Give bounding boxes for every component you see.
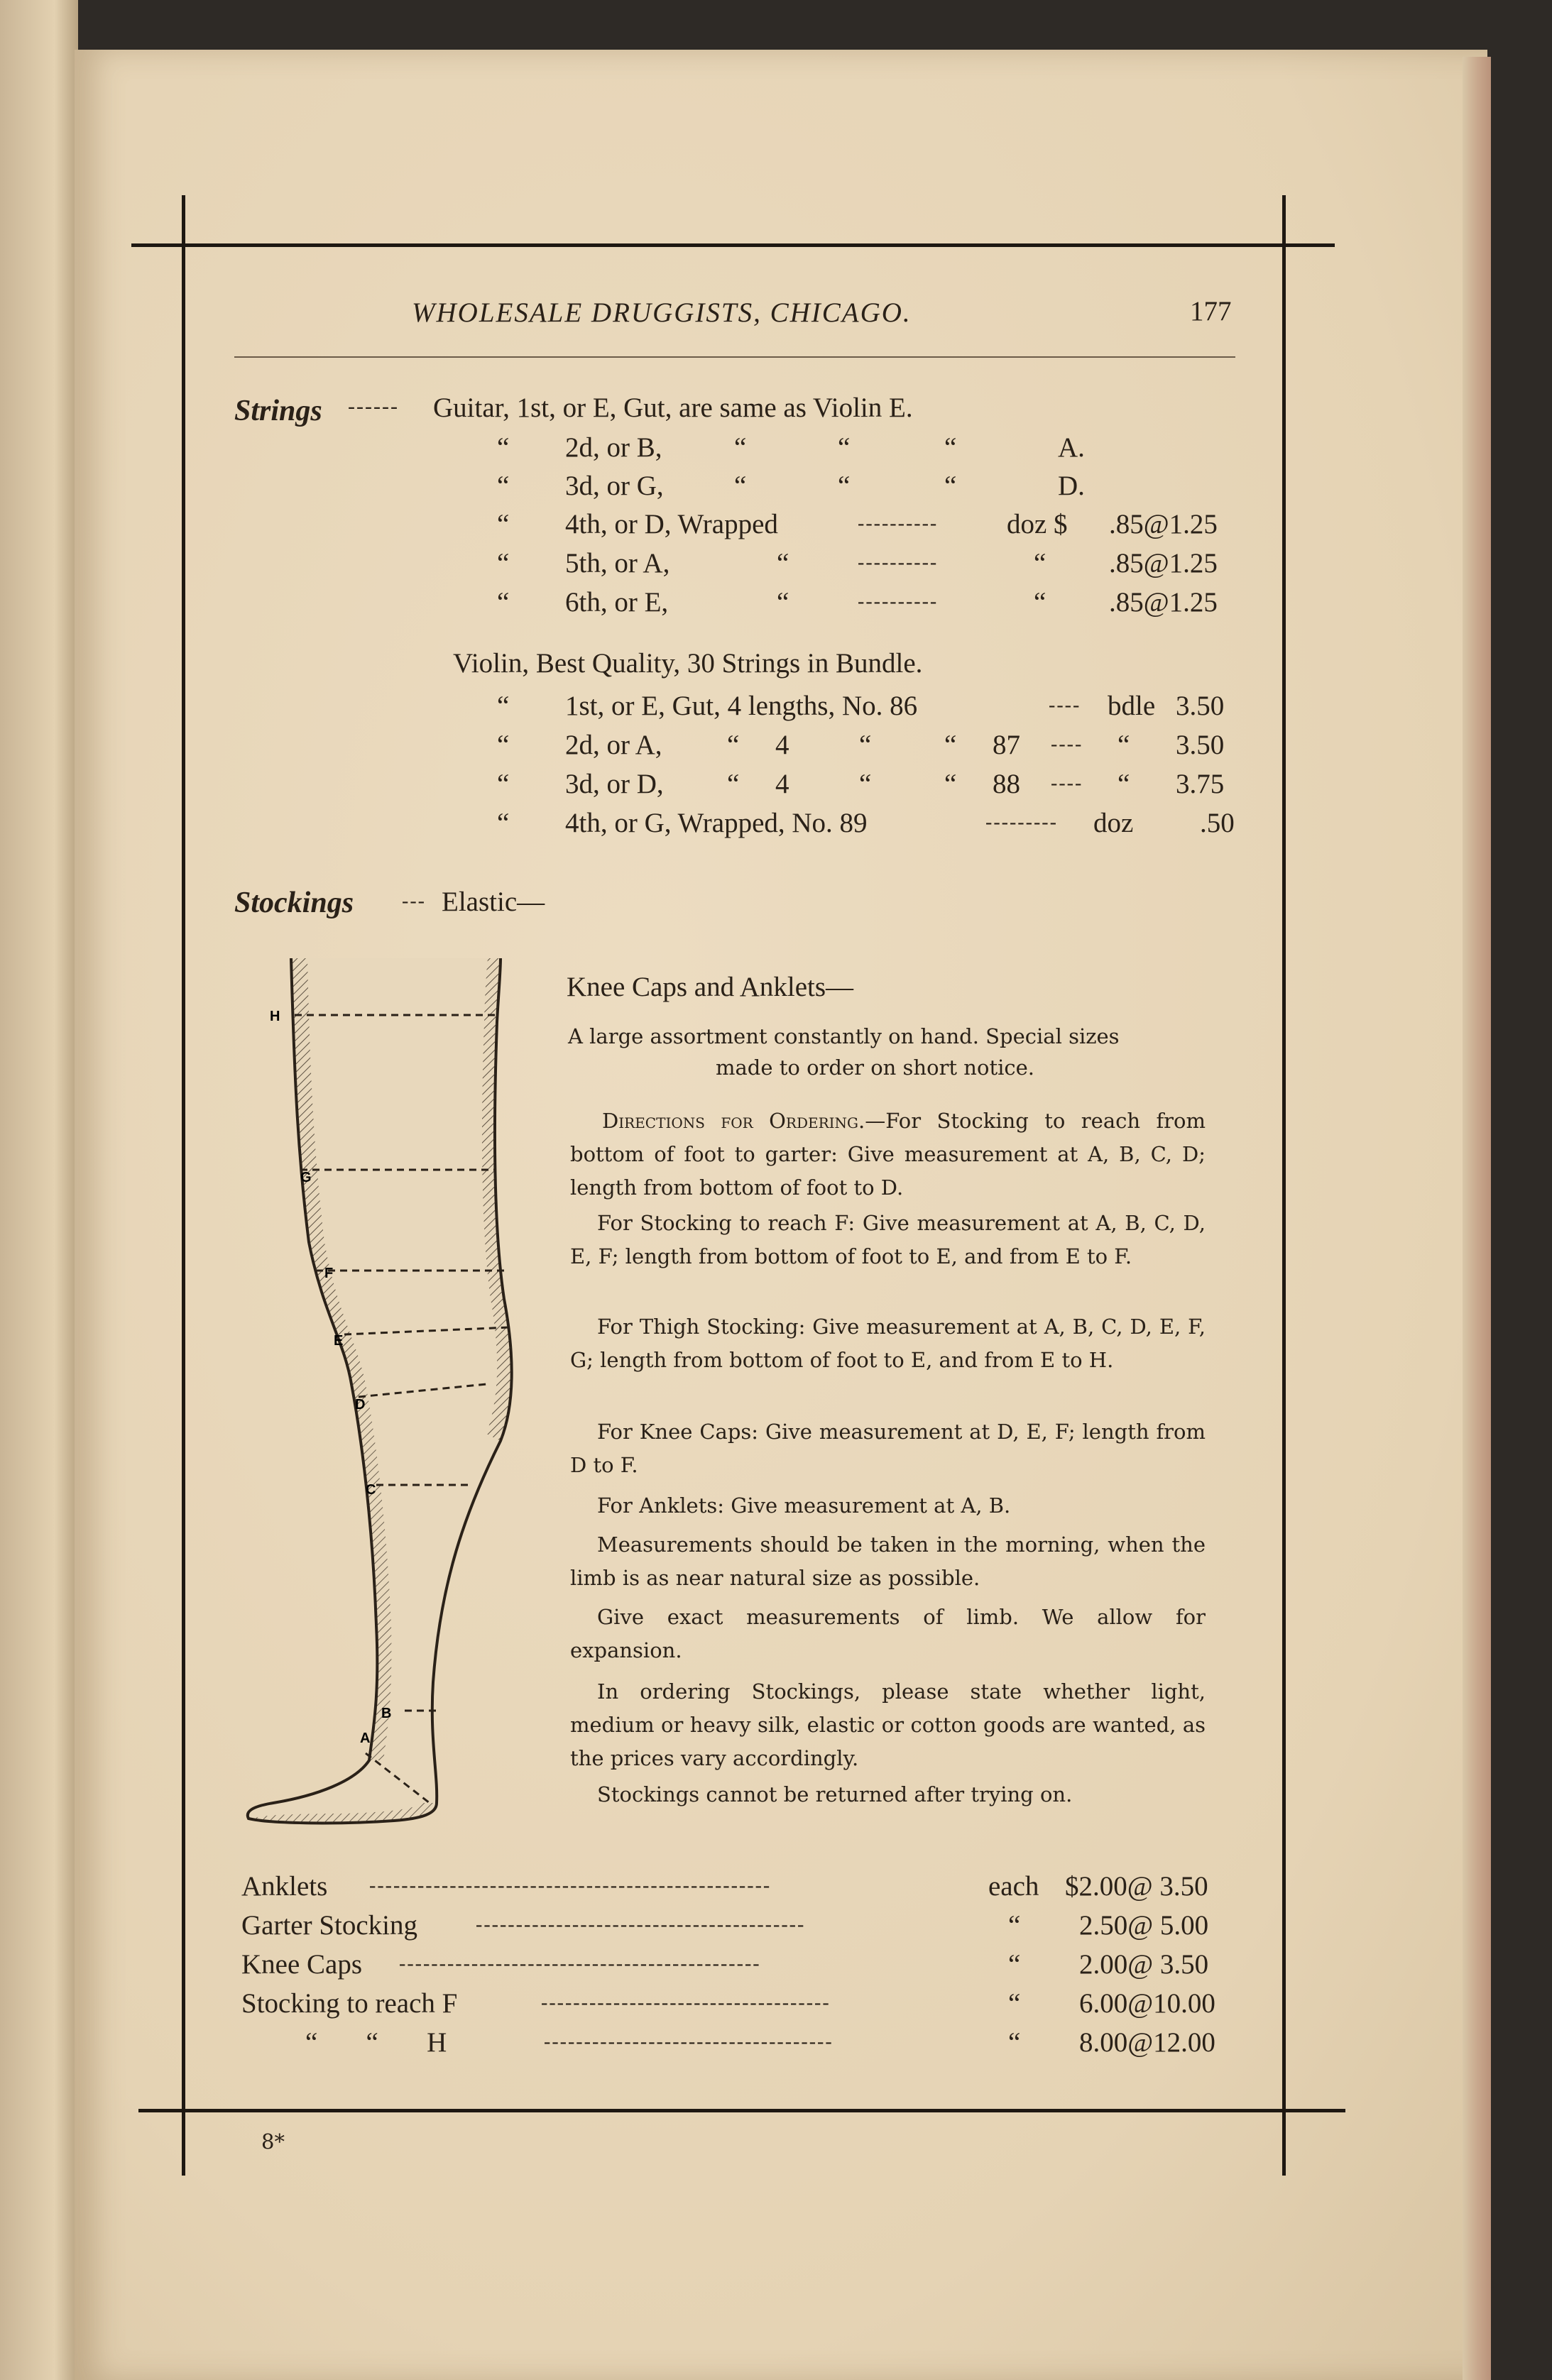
string-note: D.: [1058, 471, 1085, 501]
price-row-name: Stocking to reach F: [241, 1988, 458, 2019]
violin-title: Violin, Best Quality, 30 Strings in Bundle.: [453, 648, 923, 679]
instruction-measure-morning: Measurements should be taken in the morning, when the limb is as near natural size as possible.: [570, 1532, 1206, 1590]
ditto-mark: “: [734, 432, 747, 463]
instruction-no-returns: Stockings cannot be returned after trying on.: [597, 1782, 1073, 1806]
unit: “: [1034, 587, 1046, 618]
price: .85@1.25: [1109, 587, 1218, 618]
directions-text: —For Stocking to reach from bottom of foot to garter: Give measurement at A, B, C, D; length from bottom of foot to D.: [570, 1109, 1206, 1200]
instruction-knee-caps: For Knee Caps: Give measurement at D, E, F; length from D to F.: [570, 1420, 1206, 1477]
leader-dots: --------------------------------------------------: [369, 1875, 772, 1897]
strings-row-guitar-e: Guitar, 1st, or E, Gut, are same as Violin E.: [433, 393, 913, 423]
price: 3.75: [1176, 769, 1225, 799]
previous-page-edge: [0, 0, 78, 2380]
unit: bdle: [1108, 691, 1156, 721]
running-title: WHOLESALE DRUGGISTS, CHICAGO.: [412, 297, 912, 328]
leader-dots: ----: [1051, 733, 1083, 755]
leg-label-d: D: [355, 1397, 366, 1413]
ditto-mark: “: [497, 808, 510, 838]
strings-row-e: 6th, or E,: [565, 587, 669, 618]
ditto-mark: “: [727, 730, 740, 760]
unit: “: [1034, 548, 1046, 578]
strings-row-b: 2d, or B,: [565, 432, 662, 463]
header-rule: [234, 356, 1235, 358]
instruction-reach-f: For Stocking to reach F: Give measurement at A, B, C, D, E, F; length from bottom of foot to E, and from E to F.: [570, 1211, 1206, 1268]
strings-row-d-wrapped: 4th, or D, Wrapped: [565, 509, 778, 539]
leader-dots: ----------: [858, 591, 939, 613]
ditto-mark: “: [944, 730, 957, 760]
leg-label-c: C: [366, 1482, 376, 1498]
directions-paragraph: [570, 1104, 1206, 1205]
length-count: 4: [775, 769, 789, 799]
price-row-price: $2.00@ 3.50: [1065, 1871, 1208, 1902]
ditto-mark: “: [777, 548, 789, 578]
item-number: 87: [993, 730, 1020, 760]
leader-dots: ---------: [985, 811, 1058, 833]
unit: “: [1117, 769, 1130, 799]
instruction-anklets: For Anklets: Give measurement at A, B.: [597, 1493, 1011, 1518]
price-row-unit: “: [1008, 1910, 1021, 1941]
stockings-leader: ---: [402, 890, 426, 912]
unit: doz $: [1007, 509, 1068, 539]
ditto-mark: “: [497, 730, 510, 760]
strings-row-g: 3d, or G,: [565, 471, 664, 501]
leg-label-a: A: [360, 1731, 371, 1746]
price-row-name: “ “ H: [305, 2027, 447, 2058]
price-row-unit: each: [988, 1871, 1039, 1902]
unit: doz: [1093, 808, 1134, 838]
price-row-unit: “: [1008, 2027, 1021, 2058]
leader-dots: ----------: [858, 552, 939, 574]
price: .50: [1200, 808, 1235, 838]
price-row-price: 8.00@12.00: [1079, 2027, 1215, 2058]
ditto-mark: “: [838, 432, 851, 463]
leader-dots: ------------------------------------: [541, 1992, 831, 2014]
stockings-subtitle: Elastic—: [442, 887, 545, 917]
price-row-name: Anklets: [241, 1871, 328, 1902]
page-number: 177: [1190, 296, 1232, 327]
strings-row-a: 5th, or A,: [565, 548, 670, 578]
instruction-thigh: For Thigh Stocking: Give measurement at A, B, C, D, E, F, G; length from bottom of foot to E, and from E to H.: [570, 1315, 1206, 1372]
violin-row-4: 4th, or G, Wrapped, No. 89: [565, 808, 868, 838]
violin-row-3: 3d, or D,: [565, 769, 664, 799]
string-note: A.: [1058, 432, 1085, 463]
knee-caps-title: Knee Caps and Anklets—: [567, 972, 854, 1002]
ditto-mark: “: [497, 769, 510, 799]
ditto-mark: “: [497, 509, 510, 539]
leader-dots: ---------------------------------------------: [399, 1953, 761, 1975]
leader-dots: ------------------------------------: [544, 2031, 834, 2053]
leg-measurement-illustration: [231, 944, 529, 1860]
leader-dots: ----: [1051, 772, 1083, 794]
ditto-mark: “: [734, 471, 747, 501]
price: .85@1.25: [1109, 548, 1218, 578]
signature-mark: 8*: [261, 2129, 285, 2154]
strings-label: Strings: [234, 395, 322, 427]
price-row-price: 2.00@ 3.50: [1079, 1949, 1209, 1980]
ditto-mark: “: [497, 432, 510, 463]
unit: “: [1117, 730, 1130, 760]
price-row-name: Knee Caps: [241, 1949, 363, 1980]
ditto-mark: “: [859, 730, 872, 760]
ditto-mark: “: [859, 769, 872, 799]
ditto-mark: “: [944, 769, 957, 799]
price-row-name: Garter Stocking: [241, 1910, 418, 1941]
instruction-expansion: Give exact measurements of limb. We allow for expansion.: [570, 1605, 1206, 1662]
length-count: 4: [775, 730, 789, 760]
ditto-mark: “: [777, 587, 789, 618]
leader-dots: ----------: [858, 512, 939, 534]
price: 3.50: [1176, 730, 1225, 760]
instruction-material: In ordering Stockings, please state whether light, medium or heavy silk, elastic or cotton goods are wanted, as the prices vary accordingly.: [570, 1679, 1206, 1770]
assortment-line-2: made to order on short notice.: [716, 1055, 1034, 1080]
directions-heading: Directions for Ordering.: [602, 1109, 865, 1133]
frame-right-rule: [1282, 195, 1286, 2176]
ditto-mark: “: [497, 471, 510, 501]
assortment-line-1: A large assortment constantly on hand. Special sizes: [568, 1024, 1120, 1048]
price: 3.50: [1176, 691, 1225, 721]
price-row-unit: “: [1008, 1949, 1021, 1980]
frame-left-rule: [182, 195, 185, 2176]
leg-label-e: E: [334, 1333, 344, 1349]
frame-top-rule: [131, 243, 1335, 247]
ditto-mark: “: [497, 548, 510, 578]
ditto-mark: “: [727, 769, 740, 799]
leg-label-f: F: [324, 1266, 334, 1281]
ditto-mark: “: [944, 471, 957, 501]
ditto-mark: “: [944, 432, 957, 463]
violin-row-2: 2d, or A,: [565, 730, 662, 760]
frame-bottom-rule: [138, 2109, 1345, 2112]
strings-leader: ------: [348, 395, 399, 418]
price-row-unit: “: [1008, 1988, 1021, 2019]
page-fore-edge: [1463, 57, 1491, 2380]
leg-label-h: H: [270, 1009, 280, 1024]
ditto-mark: “: [497, 691, 510, 721]
price: .85@1.25: [1109, 509, 1218, 539]
violin-row-1: 1st, or E, Gut, 4 lengths, No. 86: [565, 691, 918, 721]
leg-label-g: G: [300, 1170, 312, 1185]
leader-dots: -----------------------------------------: [476, 1914, 806, 1936]
ditto-mark: “: [497, 587, 510, 618]
item-number: 88: [993, 769, 1020, 799]
price-row-price: 2.50@ 5.00: [1079, 1910, 1209, 1941]
stockings-label: Stockings: [234, 887, 354, 919]
leg-label-b: B: [381, 1706, 392, 1721]
leader-dots: ----: [1049, 694, 1081, 716]
price-row-price: 6.00@10.00: [1079, 1988, 1215, 2019]
ditto-mark: “: [838, 471, 851, 501]
